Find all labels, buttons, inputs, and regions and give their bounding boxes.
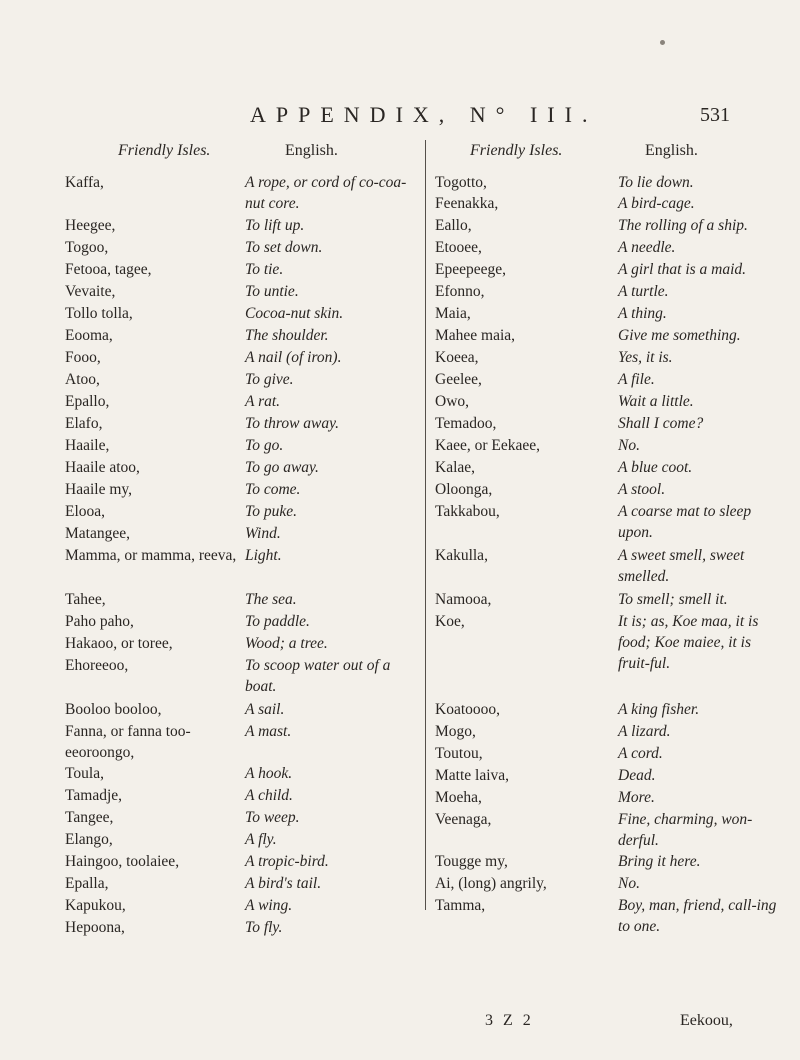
english-gloss: A mast. — [245, 723, 292, 740]
friendly-word: Epeepeege, — [435, 261, 506, 278]
friendly-word: Tougge my, — [435, 853, 508, 870]
friendly-word: Elooa, — [65, 503, 106, 520]
friendly-word: Fanna, or fanna too-eeoroongo, — [65, 723, 191, 761]
english-gloss: A sail. — [245, 701, 285, 718]
friendly-word: Haaile my, — [65, 481, 132, 498]
english-gloss: To fly. — [245, 919, 283, 936]
friendly-word: Kalae, — [435, 459, 476, 476]
friendly-word: Hepoona, — [65, 919, 125, 936]
english-gloss: A turtle. — [618, 283, 669, 300]
friendly-word: Mogo, — [435, 723, 476, 740]
friendly-word: Matangee, — [65, 525, 130, 542]
english-gloss: A wing. — [245, 897, 293, 914]
friendly-word: Elafo, — [65, 415, 103, 432]
friendly-word: Elango, — [65, 831, 113, 848]
friendly-word: Eallo, — [435, 217, 472, 234]
friendly-word: Tollo tolla, — [65, 305, 133, 322]
friendly-word: Koe, — [435, 613, 465, 630]
friendly-word: Vevaite, — [65, 283, 116, 300]
friendly-word: Koatoooo, — [435, 701, 501, 718]
english-gloss: No. — [618, 875, 640, 892]
signature-mark: 3 Z 2 — [485, 1012, 534, 1029]
english-gloss: A file. — [618, 371, 655, 388]
english-gloss: A thing. — [618, 305, 667, 322]
english-gloss: Wind. — [245, 525, 281, 542]
friendly-word: Tangee, — [65, 809, 114, 826]
english-gloss: To set down. — [245, 239, 323, 256]
friendly-word: Geelee, — [435, 371, 482, 388]
friendly-word: Feenakka, — [435, 195, 499, 212]
friendly-word: Mamma, or mamma, reeva, — [65, 547, 237, 564]
english-gloss: A tropic-bird. — [245, 853, 329, 870]
friendly-word: Epalla, — [65, 875, 109, 892]
ink-speck — [660, 40, 665, 45]
english-gloss: Fine, charming, won-derful. — [618, 811, 753, 849]
english-gloss: Boy, man, friend, call-ing to one. — [618, 897, 777, 935]
friendly-word: Etooee, — [435, 239, 482, 256]
english-gloss: To untie. — [245, 283, 299, 300]
friendly-word: Kakulla, — [435, 547, 488, 564]
english-gloss: The rolling of a ship. — [618, 217, 748, 234]
english-gloss: More. — [618, 789, 655, 806]
english-gloss: A girl that is a maid. — [618, 261, 747, 278]
column-divider — [425, 140, 426, 910]
friendly-word: Kapukou, — [65, 897, 126, 914]
friendly-word: Heegee, — [65, 217, 116, 234]
english-gloss: A cord. — [618, 745, 663, 762]
friendly-word: Koeea, — [435, 349, 479, 366]
english-gloss: To come. — [245, 481, 301, 498]
english-gloss: To go. — [245, 437, 284, 454]
english-gloss: No. — [618, 437, 640, 454]
friendly-word: Booloo booloo, — [65, 701, 162, 718]
english-gloss: A stool. — [618, 481, 666, 498]
right-english-header: English. — [645, 142, 698, 159]
left-english-header: English. — [285, 142, 338, 159]
english-gloss: To paddle. — [245, 613, 310, 630]
english-gloss: A coarse mat to sleep upon. — [618, 503, 752, 541]
english-gloss: Yes, it is. — [618, 349, 673, 366]
english-gloss: Wood; a tree. — [245, 635, 328, 652]
english-gloss: Light. — [245, 547, 282, 564]
english-gloss: It is; as, Koe maa, it is food; Koe maiee, it is fruit-ful. — [618, 613, 759, 672]
english-gloss: Wait a little. — [618, 393, 694, 410]
friendly-word: Matte laiva, — [435, 767, 510, 784]
english-gloss: The shoulder. — [245, 327, 329, 344]
english-gloss: To lie down. — [618, 174, 694, 191]
english-gloss: To tie. — [245, 261, 284, 278]
friendly-word: Tahee, — [65, 591, 106, 608]
friendly-word: Kaffa, — [65, 174, 104, 191]
english-gloss: A bird-cage. — [618, 195, 695, 212]
english-gloss: A hook. — [245, 765, 293, 782]
friendly-word: Mahee maia, — [435, 327, 516, 344]
english-gloss: A rat. — [245, 393, 281, 410]
friendly-word: Togoo, — [65, 239, 109, 256]
friendly-word: Ehoreeoo, — [65, 657, 129, 674]
friendly-word: Namooa, — [435, 591, 492, 608]
friendly-word: Toula, — [65, 765, 104, 782]
english-gloss: Bring it here. — [618, 853, 701, 870]
english-gloss: The sea. — [245, 591, 297, 608]
english-gloss: A sweet smell, sweet smelled. — [618, 547, 745, 585]
running-header — [0, 102, 800, 132]
friendly-word: Moeha, — [435, 789, 482, 806]
friendly-word: Fooo, — [65, 349, 101, 366]
friendly-word: Haingoo, toolaiee, — [65, 853, 180, 870]
friendly-word: Fetooa, tagee, — [65, 261, 152, 278]
catchword: Eekoou, — [680, 1012, 733, 1029]
english-gloss: Cocoa-nut skin. — [245, 305, 344, 322]
page-number: 531 — [700, 104, 730, 126]
friendly-word: Oloonga, — [435, 481, 493, 498]
left-friendly-header: Friendly Isles. — [118, 142, 211, 159]
friendly-word: Veenaga, — [435, 811, 492, 828]
friendly-word: Haaile atoo, — [65, 459, 140, 476]
english-gloss: To give. — [245, 371, 294, 388]
english-gloss: A bird's tail. — [245, 875, 322, 892]
english-gloss: A blue coot. — [618, 459, 693, 476]
friendly-word: Kaee, or Eekaee, — [435, 437, 540, 454]
friendly-word: Atoo, — [65, 371, 100, 388]
english-gloss: To lift up. — [245, 217, 305, 234]
english-gloss: To go away. — [245, 459, 319, 476]
friendly-word: Haaile, — [65, 437, 110, 454]
friendly-word: Tamadje, — [65, 787, 123, 804]
english-gloss: A nail (of iron). — [245, 349, 342, 366]
friendly-word: Maia, — [435, 305, 471, 322]
appendix-title: APPENDIX, N° III. — [250, 102, 598, 127]
english-gloss: A rope, or cord of co-coa-nut core. — [245, 174, 407, 212]
english-gloss: A child. — [245, 787, 293, 804]
english-gloss: Dead. — [618, 767, 656, 784]
friendly-word: Takkabou, — [435, 503, 500, 520]
english-gloss: Give me something. — [618, 327, 741, 344]
english-gloss: To scoop water out of a boat. — [245, 657, 391, 695]
english-gloss: To throw away. — [245, 415, 340, 432]
english-gloss: A fly. — [245, 831, 277, 848]
friendly-word: Toutou, — [435, 745, 483, 762]
friendly-word: Epallo, — [65, 393, 110, 410]
friendly-word: Ai, (long) angrily, — [435, 875, 547, 892]
english-gloss: To smell; smell it. — [618, 591, 728, 608]
english-gloss: Shall I come? — [618, 415, 704, 432]
friendly-word: Paho paho, — [65, 613, 134, 630]
english-gloss: A lizard. — [618, 723, 671, 740]
friendly-word: Eooma, — [65, 327, 113, 344]
right-friendly-header: Friendly Isles. — [470, 142, 563, 159]
friendly-word: Hakaoo, or toree, — [65, 635, 173, 652]
english-gloss: A king fisher. — [618, 701, 700, 718]
friendly-word: Tamma, — [435, 897, 486, 914]
english-gloss: A needle. — [618, 239, 676, 256]
english-gloss: To puke. — [245, 503, 297, 520]
friendly-word: Owo, — [435, 393, 470, 410]
friendly-word: Temadoo, — [435, 415, 497, 432]
friendly-word: Efonno, — [435, 283, 485, 300]
friendly-word: Togotto, — [435, 174, 487, 191]
english-gloss: To weep. — [245, 809, 300, 826]
